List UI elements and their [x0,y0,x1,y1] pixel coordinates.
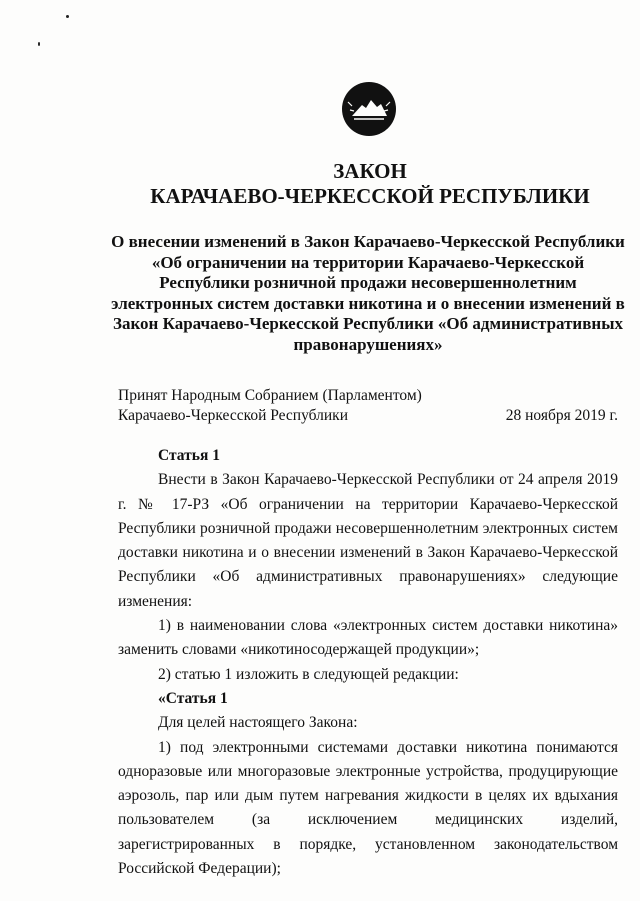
scan-speck [66,15,69,18]
article-heading: Статья 1 [158,447,220,464]
paragraph: Для целей настоящего Закона: [158,714,358,732]
scan-speck [38,42,40,46]
adoption-line: Принят Народным Собранием (Парламентом) [118,387,422,404]
article-body [118,444,618,881]
republic-title: КАРАЧАЕВО-ЧЕРКЕССКОЙ РЕСПУБЛИКИ [150,184,590,208]
law-title: ЗАКОН [333,159,407,183]
paragraph: 2) статью 1 изложить в следующей редакции: [158,665,459,683]
adoption-block [118,386,618,426]
paragraph: 1) под электронными системами доставки никотина понимаются одноразовые или многоразовые электронные устройства, продуцирующие аэрозоль, пар или дым путем нагревания жидкости в целях их вдыхания пользователем (за исключением медицинских изделий, зарегистрированных в порядке, установленном законодательством Российской Федерации); [118,738,618,878]
paragraph: 1) в наименовании слова «электронных систем доставки никотина» заменить словами «никотиносодержащей продукции»; [118,617,618,659]
adoption-republic: Карачаево-Черкесской Республики [118,407,348,424]
adoption-date: 28 ноября 2019 г. [505,407,618,424]
law-subtitle: О внесении изменений в Закон Карачаево-Черкесской Республики «Об ограничении на территории Карачаево-Черкесской Республики розничной продажи несовершеннолетним электронных систем доставки никотина и о внесении изменений в Закон Карачаево-Черкесской Республики «Об административных правонарушениях» [111,232,625,354]
republic-emblem-icon [340,80,398,138]
quoted-article-heading: «Статья 1 [158,689,228,707]
paragraph: Внести в Закон Карачаево-Черкесской Республики от 24 апреля 2019 г. № 17-РЗ «Об ограничении на территории Карачаево-Черкесской Республики розничной продажи несовершеннолетним электронных систем доставки никотина и о внесении изменений в Закон Карачаево-Черкесской Республики «Об административных правонарушениях» следующие изменения: [118,471,618,610]
